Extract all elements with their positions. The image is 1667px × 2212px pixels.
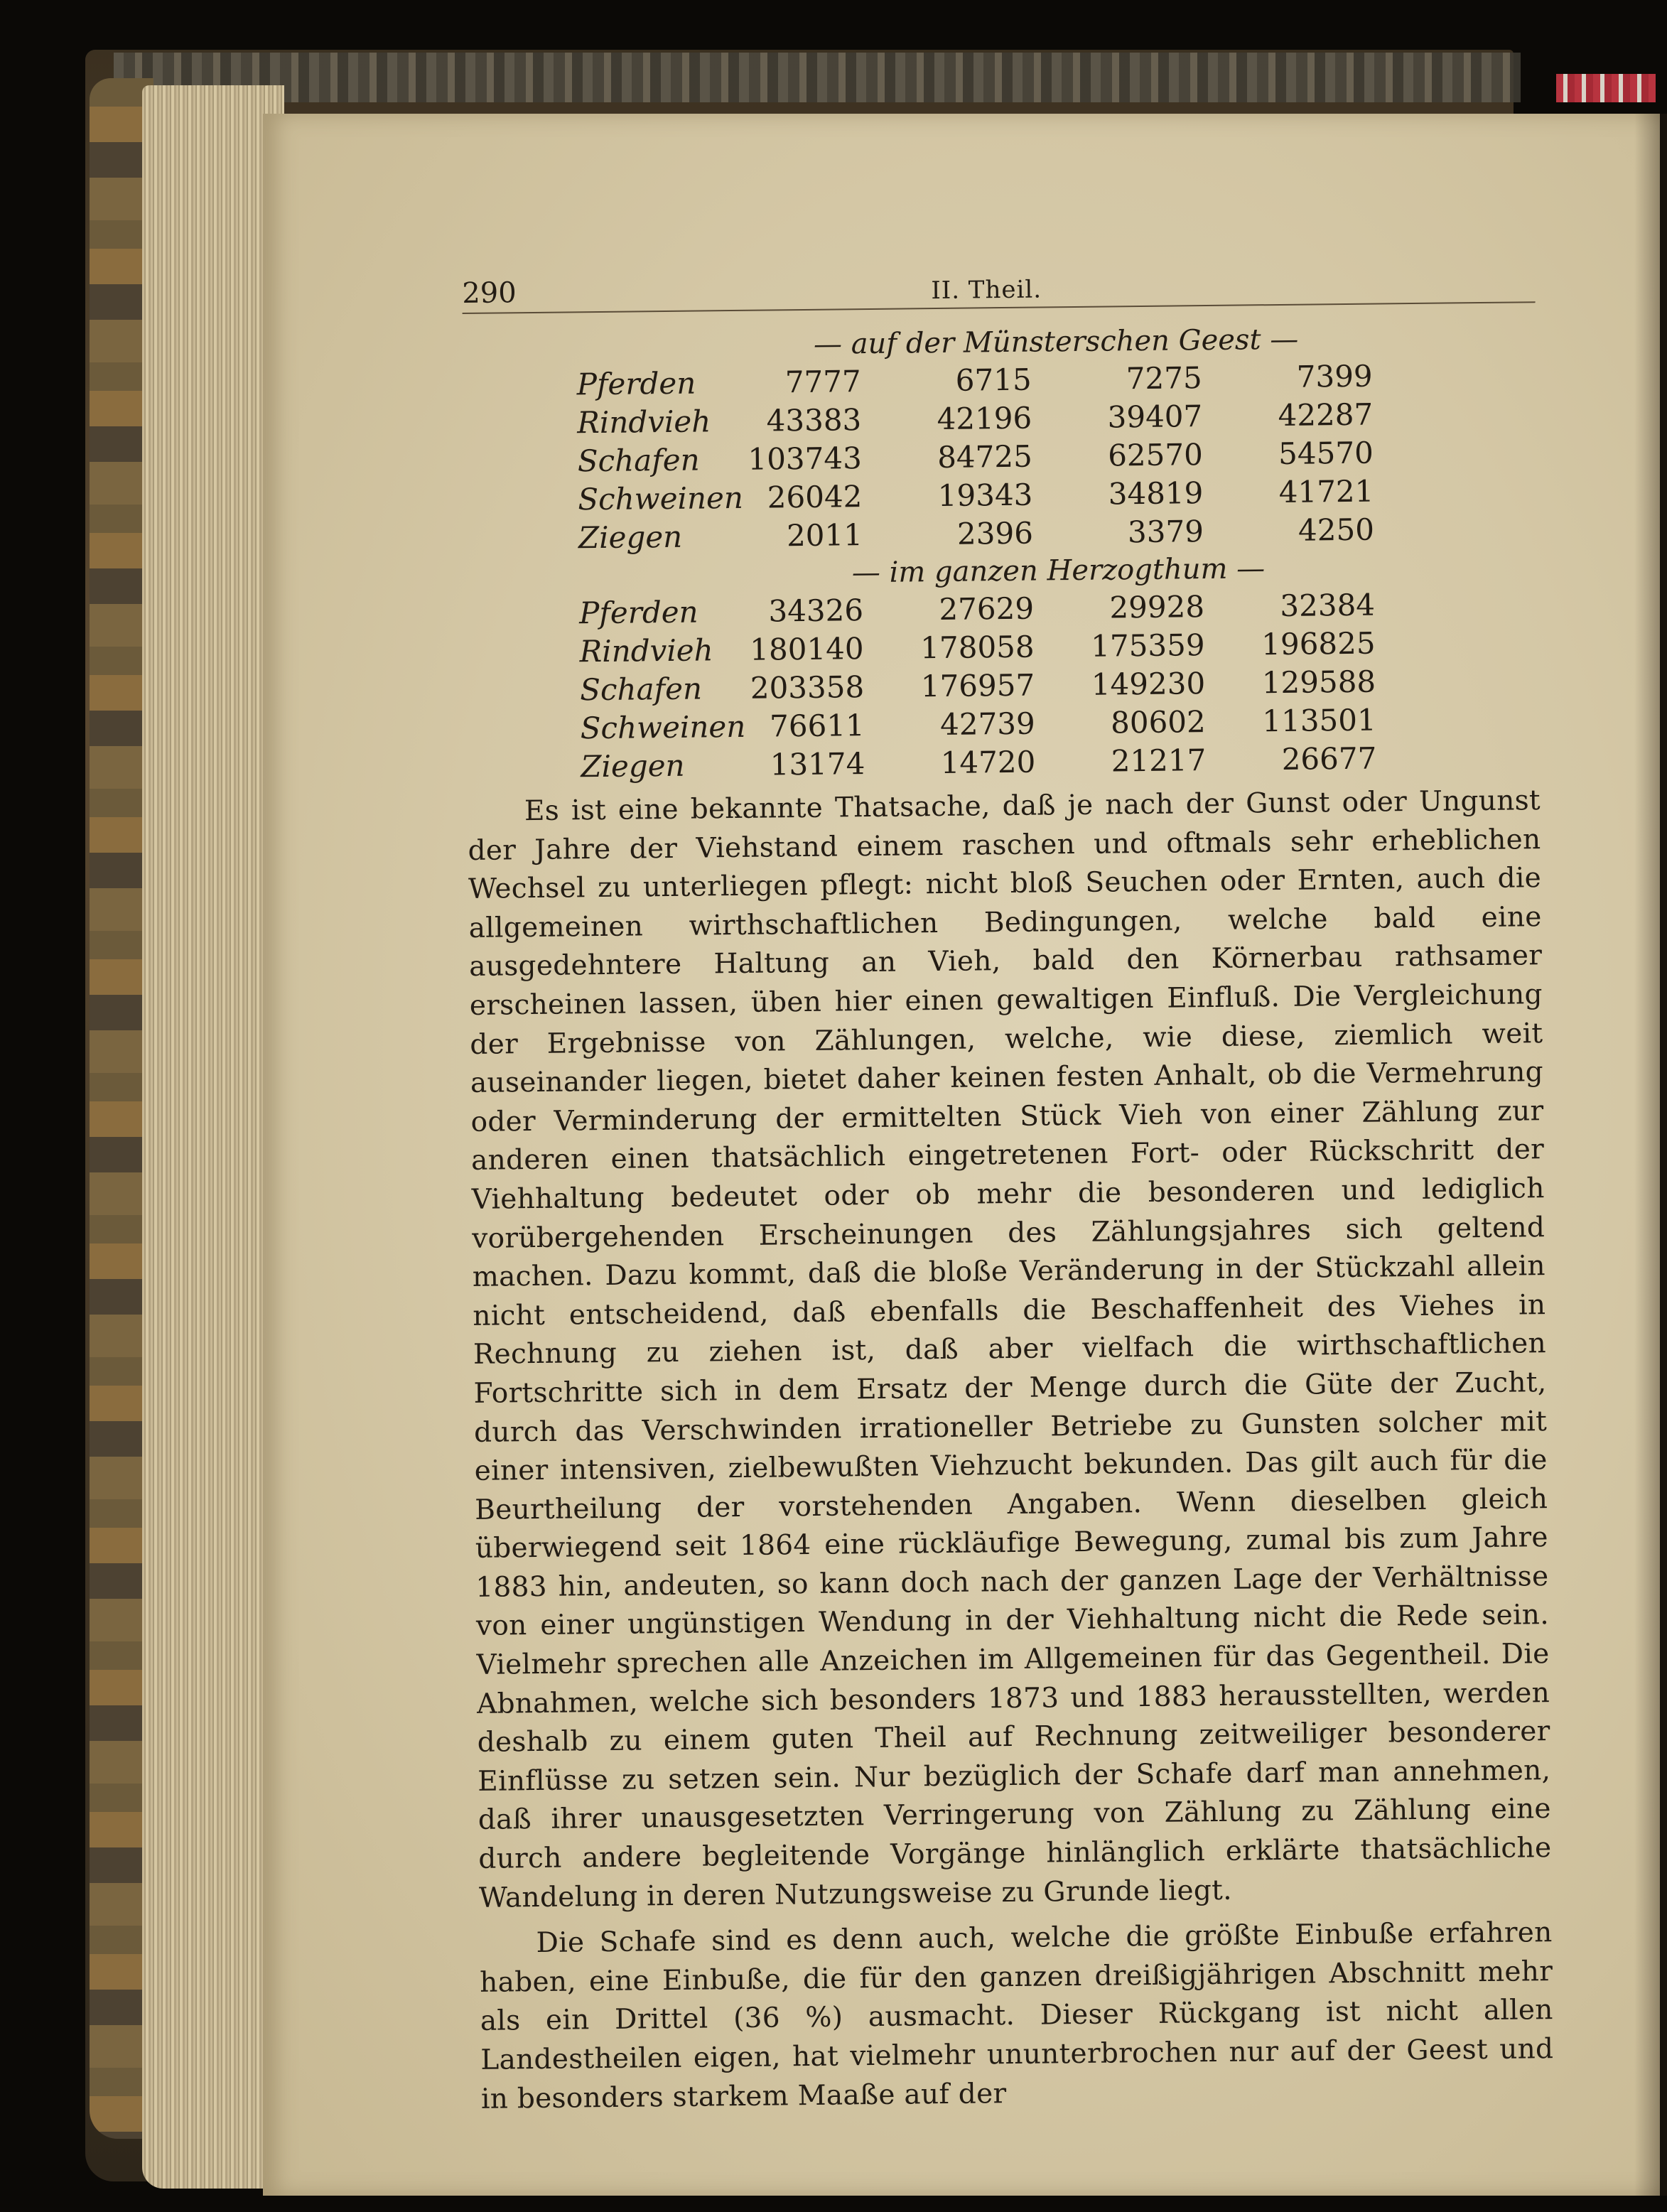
row-label: Ziegen bbox=[581, 748, 685, 784]
table-cell: 21217 bbox=[1111, 743, 1207, 779]
paragraph: Die Schafe sind es denn auch, welche die größte Einbuße erfahren haben, eine Einbuße, die für den ganzen dreißigjährigen Abschnitt mehr als ein Drittel (36 %) ausmacht. Dieser Rückgang ist nicht allen Landestheilen eigen, hat vielmehr ununterbrochen nur auf der Geest und in besonders starkem Maaße auf der bbox=[480, 1916, 1554, 2115]
table-cell: 54570 bbox=[1278, 435, 1374, 471]
row-label: Pferden bbox=[578, 594, 698, 631]
row-label: Pferden bbox=[576, 365, 696, 402]
table-cell: 3379 bbox=[1127, 514, 1204, 550]
body-text bbox=[468, 782, 1554, 2119]
row-label: Schafen bbox=[577, 442, 700, 479]
table-cell: 103743 bbox=[748, 441, 863, 477]
table-cell: 6715 bbox=[955, 362, 1032, 398]
page-content bbox=[462, 259, 1554, 2119]
row-label: Schweinen bbox=[580, 708, 746, 746]
table-cell: 62570 bbox=[1107, 437, 1204, 473]
table-cell: 27629 bbox=[939, 590, 1035, 627]
table-cell: 29928 bbox=[1109, 589, 1205, 625]
table-heading: — im ganzen Herzogthum — bbox=[851, 552, 1266, 590]
table-cell: 196825 bbox=[1261, 625, 1376, 662]
table-cell: 42196 bbox=[937, 400, 1032, 437]
section-title: II. Theil. bbox=[931, 275, 1042, 306]
table-heading: — auf der Münsterschen Geest — bbox=[813, 323, 1299, 361]
table-cell: 113501 bbox=[1262, 702, 1376, 739]
table-cell: 7777 bbox=[784, 364, 861, 400]
table-cell: 14720 bbox=[940, 744, 1036, 780]
page-gutter-shadow bbox=[1634, 114, 1667, 2196]
table-cell: 2396 bbox=[956, 515, 1034, 551]
row-label: Schweinen bbox=[578, 480, 744, 517]
table-cell: 84725 bbox=[937, 438, 1033, 475]
table-cell: 7275 bbox=[1126, 360, 1202, 396]
table-cell: 34819 bbox=[1108, 475, 1204, 512]
bookmark-ribbon bbox=[1556, 74, 1656, 102]
table-cell: 4250 bbox=[1298, 512, 1375, 548]
table-cell: 203358 bbox=[750, 669, 865, 706]
table-cell: 149230 bbox=[1091, 666, 1206, 702]
table-cell: 43383 bbox=[766, 402, 862, 438]
table-cell: 13174 bbox=[770, 746, 865, 782]
cover-marbled-edge bbox=[114, 53, 1521, 102]
table-cell: 34326 bbox=[768, 593, 864, 629]
table-cell: 39407 bbox=[1107, 399, 1203, 435]
table-cell: 26677 bbox=[1281, 740, 1377, 777]
table-cell: 2011 bbox=[786, 517, 863, 554]
row-label: Rindvieh bbox=[577, 404, 711, 441]
row-label: Ziegen bbox=[578, 519, 683, 556]
table-cell: 26042 bbox=[767, 479, 863, 515]
table-cell: 19343 bbox=[937, 477, 1033, 514]
table-cell: 42739 bbox=[939, 706, 1035, 742]
row-label: Schafen bbox=[579, 671, 703, 708]
table-cell: 76611 bbox=[769, 708, 865, 744]
table-cell: 129588 bbox=[1261, 664, 1376, 701]
table-cell: 178058 bbox=[920, 629, 1035, 666]
table-cell: 176957 bbox=[920, 667, 1035, 704]
table-cell: 41721 bbox=[1278, 473, 1374, 509]
table-cell: 42287 bbox=[1278, 396, 1374, 433]
livestock-table-duchy bbox=[465, 547, 1540, 787]
table-cell: 7399 bbox=[1296, 358, 1373, 394]
table-cell: 180140 bbox=[750, 631, 864, 667]
livestock-table-geest bbox=[463, 318, 1538, 559]
table-cell: 80602 bbox=[1110, 704, 1206, 740]
table-cell: 32384 bbox=[1280, 587, 1376, 623]
row-label: Rindvieh bbox=[579, 632, 713, 669]
paragraph: Es ist eine bekannte Thatsache, daß je nach der Gunst oder Ungunst der Jahre der Viehstand einem raschen und oftmals sehr erheblichen Wechsel zu unterliegen pflegt: nicht bloß Seuchen oder Ernten, auch die allgemeinen wirthschaftlichen Bedingungen, welche bald eine ausgedehntere Haltung an Vieh, bald den Körnerbau rathsamer erscheinen lassen, üben hier einen gewaltigen Einfluß. Die Vergleichung der Ergebnisse von Zählungen, welche, wie diese, ziemlich weit auseinander liegen, bietet daher keinen festen Anhalt, ob die Vermehrung oder Verminderung der ermittelten Stück Vieh von einer Zählung zur anderen einen thatsächlich eingetretenen Fort- oder Rückschritt der Viehhaltung bedeutet oder ob mehr die besonderen und lediglich vorübergehenden Erscheinungen des Zählungsjahres sich geltend machen. Dazu kommt, daß die bloße Veränderung in der Stückzahl allein nicht entscheidend, daß ebenfalls die Beschaffenheit des Viehes in Rechnung zu ziehen ist, daß aber vielfach die wirthschaftlichen Fortschritte sich in dem Ersatz der Menge durch die Güte der Zucht, durch das Verschwinden irrationeller Betriebe zu Gunsten solcher mit einer intensiven, zielbewußten Viehzucht bekunden. Das gilt auch für die Beurtheilung der vorstehenden Angaben. Wenn dieselben gleich überwiegend seit 1864 eine rückläufige Bewegung, zumal bis zum Jahre 1883 hin, andeuten, so kann doch nach der ganzen Lage der Verhältnisse von einer ungünstigen Wendung in der Viehhaltung nicht die Rede sein. Vielmehr sprechen alle Anzeichen im Allgemeinen für das Gegentheil. Die Abnahmen, welche sich besonders 1873 und 1883 herausstellten, werden deshalb zu einem guten Theil auf Rechnung zeitweiliger besonderer Einflüsse zu setzen sein. Nur bezüglich der Schafe darf man annehmen, daß ihrer unausgesetzten Verringerung von Zählung zu Zählung eine durch andere begleitende Vorgänge hinlänglich erklärte thatsächliche Wandelung in deren Nutzungsweise zu Grunde liegt. bbox=[468, 784, 1552, 1914]
page-number: 290 bbox=[462, 276, 517, 310]
table-cell: 175359 bbox=[1090, 627, 1205, 664]
